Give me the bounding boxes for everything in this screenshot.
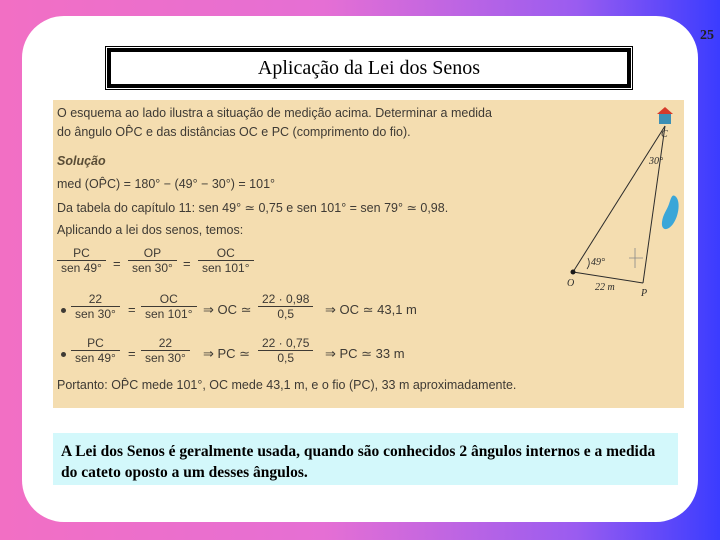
eq1-fraction-2: OP sen 30°	[128, 246, 177, 275]
eq2-bullet	[61, 308, 66, 313]
textbook-scan	[53, 100, 684, 408]
lake-shape	[662, 195, 679, 229]
angle-c-label: 30°	[649, 156, 663, 167]
eq2-fraction-3: $\frac{22 \cdot 0,98}{0,5}$	[258, 292, 313, 321]
eq1-equals-1: =	[113, 256, 121, 271]
eq1-fraction-3: OC sen 101°	[198, 246, 254, 275]
eq2-implies-oc: ⇒ OC ≃	[203, 302, 252, 317]
side-op-label: 22 m	[595, 282, 615, 293]
solution-heading: Solução	[57, 154, 106, 168]
intro-line-2: do ângulo OP̂C e das distâncias OC e PC (comprimento do fio).	[57, 125, 411, 139]
eq2-result: ⇒ OC ≃ 43,1 m	[325, 302, 417, 317]
eq2-fraction-2: OC sen 101°	[141, 292, 197, 321]
conclusion: Portanto: OP̂C mede 101°, OC mede 43,1 m, e o fio (PC), 33 m aproximadamente.	[57, 378, 517, 392]
note-box: A Lei dos Senos é geralmente usada, quando são conhecidos 2 ângulos internos e a medida do cateto oposto a um desses ângulos.	[53, 433, 678, 485]
step-apply: Aplicando a lei dos senos, temos:	[57, 223, 244, 237]
intro-line-1: O esquema ao lado ilustra a situação de medição acima. Determinar a medida	[57, 106, 492, 120]
title-box	[107, 48, 631, 88]
house-icon	[657, 107, 673, 124]
slide-number: 25	[700, 28, 714, 43]
eq3-result: ⇒ PC ≃ 33 m	[325, 346, 405, 361]
angle-arc-o	[587, 258, 589, 269]
label-c: C	[661, 129, 668, 140]
eq2-equals: =	[128, 302, 136, 317]
point-o	[571, 270, 576, 275]
eq1-equals-2: =	[183, 256, 191, 271]
step-table: Da tabela do capítulo 11: sen 49° ≃ 0,75 e sen 101° = sen 79° ≃ 0,98.	[57, 201, 449, 215]
eq3-fraction-2: 22 sen 30°	[141, 336, 190, 365]
side-oc	[573, 126, 665, 272]
eq3-equals: =	[128, 346, 136, 361]
slide-title: Aplicação da Lei dos Senos	[257, 57, 481, 79]
label-o: O	[567, 278, 575, 289]
eq3-fraction-3: $\frac{22 \cdot 0,75}{0,5}$	[258, 336, 313, 365]
eq3-implies-pc: ⇒ PC ≃	[203, 346, 251, 361]
triangle-diagram	[553, 100, 684, 408]
eq1-fraction-1: PC sen 49°	[57, 246, 106, 275]
angle-p-label: 49°	[591, 257, 605, 268]
side-pc	[643, 126, 665, 283]
step-angle: med (OP̂C) = 180° − (49° − 30°) = 101°	[57, 177, 276, 191]
kite-cross-mark	[629, 248, 643, 268]
eq3-bullet	[61, 352, 66, 357]
eq2-fraction-1: 22 sen 30°	[71, 292, 120, 321]
eq3-fraction-1: PC sen 49°	[71, 336, 120, 365]
label-p: P	[641, 288, 648, 299]
